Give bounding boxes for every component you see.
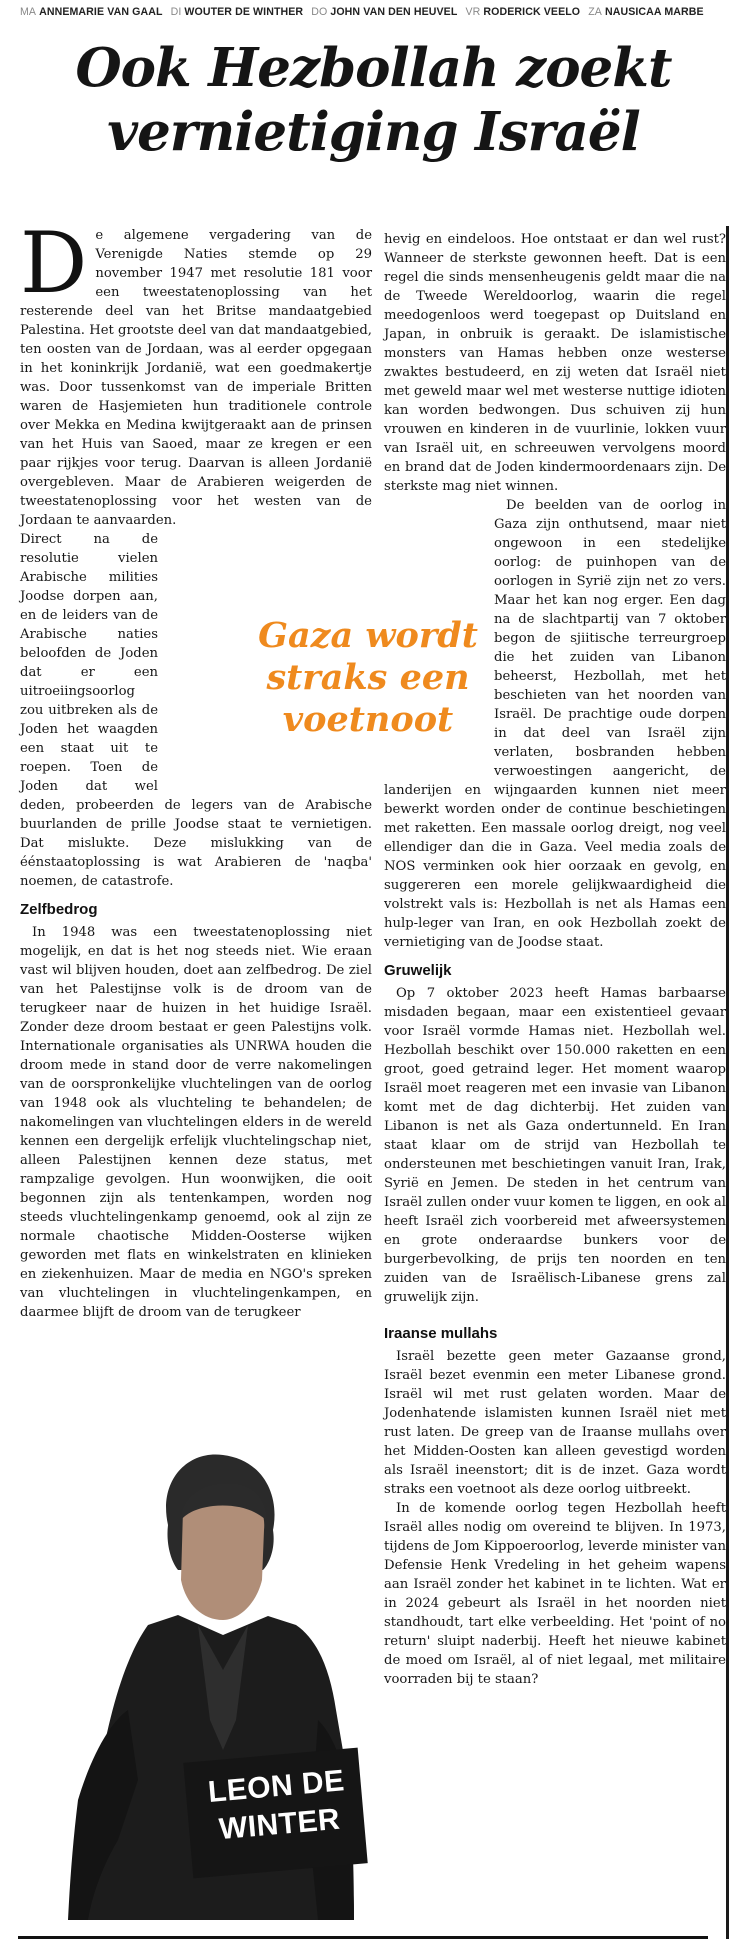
byline-day: ZA xyxy=(588,6,602,18)
gruwelijk-paragraph: Op 7 oktober 2023 heeft Hamas barbaarse misdaden begaan, maar een existentieel gevaar voor Israël vormde Hamas niet. Hezbollah wel. Hezbollah beschikt over 150.000 raketten en een groot, goed getraind leger. Het moment waarop Israël moet reageren met een invasie van Libanon komt met de dag dichterbij. Het zuiden van Libanon is net als Gaza ondertunneld. En Iran staat klaar om de strijd van Hezbollah te ondersteunen met beschietingen vanuit Iran, Irak, Syrië en Jemen. De steden in het centrum van Israël zullen onder vuur komen te liggen, en ook al heeft Israël zich voorbereid met afweersystemen en grote onderaardse bunkers voor de burgerbevolking, de prijs ten noorden en ten zuiden van de Israëlisch-Libanese grens zal gruwelijk zijn. xyxy=(384,986,726,1305)
intro-text: e algemene vergadering van de Verenigde Naties stemde op 29 november 1947 met resolutie 181 voor een tweestatenoplossing van het resterende deel van het Britse mandaatgebied Palestina. Het grootste deel van dat mandaatgebied, ten oosten van de Jordaan, was al eerder opgegaan in het koninkrijk Jordanië, wat een goedmakertje was. Door tussenkomst van de imperiale Britten waren de Hasjemieten hun traditionele controle over Mekka en Medina kwijtgeraakt aan de prinsen van het Huis van Saoed, maar ze kregen er een paar rijkjes voor terug. Daarvan is alleen Jordanië overgebleven. Maar de Arabieren weigerden de tweestatenoplossing voor het westen van de Jordaan te aanvaarden. xyxy=(20,228,372,528)
gaza-paragraph xyxy=(384,496,726,952)
byline-day: DO xyxy=(311,6,328,18)
article-column-right xyxy=(384,230,726,1689)
author-name-line-1: LEON DE xyxy=(206,1764,346,1809)
pull-quote-line-1: Gaza wordt xyxy=(258,615,478,656)
subhead-zelfbedrog: Zelfbedrog xyxy=(20,901,98,918)
pullquote-space xyxy=(384,515,494,773)
author-name-line-2: WINTER xyxy=(217,1802,342,1847)
byline-name: ANNEMARIE VAN GAAL xyxy=(39,6,163,18)
byline-day: DI xyxy=(170,6,182,18)
headline-line-1: Ook Hezbollah zoekt xyxy=(75,37,672,99)
intro-text-2: Direct na de resolutie vielen Arabische milities Joodse dorpen aan, en de leiders van de Arabische naties beloofden de Joden dat er een uitroeiingsoorlog zou uitbreken als de Joden het waagden een staat uit te roepen. Toen de Joden dat wel deden, probeerden de legers van de Arabische buurlanden de prille Joodse staat te vernietigen. Dat mislukte. Deze mislukking van de éénstaatoplossing is wat Arabieren de 'naqba' noemen, de catastrofe. xyxy=(20,532,372,889)
headline-line-2: vernietiging Israël xyxy=(107,101,640,163)
mullahs-paragraph-1: Israël bezette geen meter Gazaanse grond, Israël bezet evenmin een meter Libanese grond. Israël wil met rust gelaten worden. Maar de Jodenhatende islamisten kunnen Israël niet met rust laten. De greep van de Iraanse mullahs over het Midden-Oosten kan alleen gevestigd worden als Israël ineenstort; dit is de inzet. Gaza wordt straks een voetnoot als deze oorlog uitbreekt. xyxy=(384,1349,726,1497)
byline-name: NAUSICAA MARBE xyxy=(604,6,704,18)
intro-paragraph xyxy=(20,214,372,530)
author-name xyxy=(195,1761,361,1851)
subhead-gruwelijk: Gruwelijk xyxy=(384,962,452,979)
byline-name: JOHN VAN DEN HEUVEL xyxy=(330,6,458,18)
drop-cap: D xyxy=(20,214,88,312)
zelfbedrog-paragraph: In 1948 was een tweestatenoplossing niet mogelijk, en dat is het nog steeds niet. Wie eraan vast wil blijven houden, doet aan zelfbedrog. De ziel van het Palestijnse volk is de droom van de terugkeer naar de huizen in het huidige Israël. Zonder deze droom bestaat er geen Palestijns volk. Internationale organisaties als UNRWA houden die droom mede in stand door de verre nakomelingen van de oorspronkelijke vluchtelingen van de oorlog van 1948 ook als vluchteling te behandelen; de nakomelingen van vluchtelingen elders in de wereld kennen een dergelijk erfelijk vluchtelingschap niet, alleen Palestijnen kennen deze status, met rampzalige gevolgen. Hun woonwijken, die ooit begonnen zijn als tentenkampen, worden nog steeds vluchtelingenkamp genoemd, ook al zijn ze normale chaotische Midden-Oosterse wijken geworden met flats en winkelstraten en klinieken en ziekenhuizen. Maar de media en NGO's spreken van vluchtelingen in vluchtelingenkampen, en daarmee blijft de droom van de terugkeer xyxy=(20,925,372,1320)
column-border-right xyxy=(726,226,729,1939)
continuation-paragraph: hevig en eindeloos. Hoe ontstaat er dan wel rust? Wanneer de sterkste gewonnen heeft. Dat is een regel die sinds mensenheugenis geldt maar die na de Tweede Wereldoorlog, waarin die regel meedogenloos werd toegepast op Duitsland en Japan, in onbruik is geraakt. De islamistische monsters van Hamas hebben onze westerse zwaktes bestudeerd, en zij weten dat Israël niet met geweld maar wel met westerse nuttige idioten kan worden bedwongen. Dus schuiven zij hun vrouwen en kinderen in de vuurlinie, lokken vuur van Israël uit, en schreeuwen vervolgens moord en brand dat de Joden kindermoordenaars zijn. De sterkste mag niet winnen. xyxy=(384,232,726,494)
pull-quote-line-2: straks een xyxy=(266,657,470,698)
byline-day: VR xyxy=(465,6,481,18)
mullahs-paragraph-2: In de komende oorlog tegen Hezbollah heeft Israël alles nodig om overeind te blijven. In 1973, tijdens de Jom Kippoeroorlog, leverde minister van Defensie Henk Vredeling in het geheim wapens aan Israël zonder het kabinet in te lichten. Wat er in 2024 gebeurt als Israël in het noorden niet standhoudt, tart elke verbeelding. Het 'point of no return' sluipt naderbij. Heeft het nieuwe kabinet de moed om Israël, al of niet legaal, met militaire voorraden bij te staan? xyxy=(384,1501,726,1687)
subhead-iraanse-mullahs: Iraanse mullahs xyxy=(384,1325,498,1342)
byline-day: MA xyxy=(20,6,37,18)
pull-quote-line-3: voetnoot xyxy=(282,699,454,740)
gaza-text: De beelden van de oorlog in Gaza zijn onthutsend, maar niet ongewoon in een stedelijke oorlog: de puinhopen van de oorlogen in Syrië zijn net zo vers. Maar het kan nog erger. Een dag na de slachtpartij van 7 oktober begon de sjiitische terreurgroep die het zuiden van Libanon beheerst, Hezbollah, met het beschieten van het noorden van Israël. De prachtige oude dorpen in dat deel van Israël zijn verlaten, bosbranden hebben verwoestingen aangericht, de landerijen en wijngaarden kunnen niet meer bewerkt worden onder de continue beschietingen met raketten. Een massale oorlog dreigt, nog veel ellendiger dan die in Gaza. Veel media zoals de NOS verminken ook hier oorzaak en gevolg, en suggereren een morele gelijkwaardigheid die volstrekt vals is: Hezbollah is net als Hamas een hulp-leger van Iran, en ook Hezbollah zoekt de vernietiging van de Joodse staat. xyxy=(384,498,726,950)
columnist-byline xyxy=(20,6,735,18)
article-column-left xyxy=(20,214,372,1322)
byline-name: WOUTER DE WINTHER xyxy=(184,6,304,18)
byline-name: RODERICK VEELO xyxy=(483,6,581,18)
headline xyxy=(18,36,729,164)
column-border-bottom xyxy=(18,1936,708,1939)
